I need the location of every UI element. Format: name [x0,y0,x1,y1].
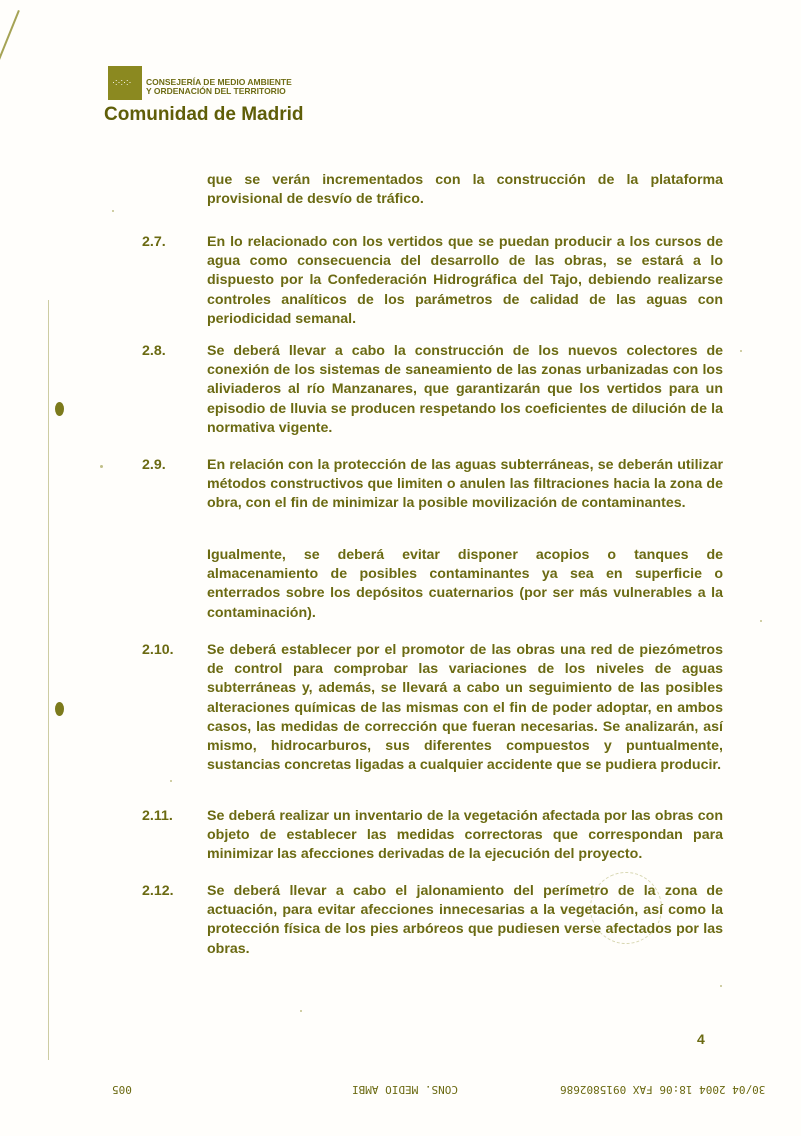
fax-header-left: 30/04 2004 18:06 FAX 0915802686 [560,1083,766,1096]
paragraph-2-7: En lo relacionado con los vertidos que se puedan producir a los cursos de agua como consecuencia del desarrollo de las obras, se estará a lo dispuesto por la Confederación Hidrográfica del Tajo, debiendo realizarse controles analíticos de los parámetros de calidad de las aguas con periodicidad semanal. [207,234,723,327]
scan-speck [300,1010,302,1012]
scan-speck [100,465,103,468]
department-line-1: CONSEJERÍA DE MEDIO AMBIENTE [146,77,292,87]
punch-hole-top [55,402,64,416]
scan-speck [170,780,172,782]
punch-hole-bottom [55,702,64,716]
section-number: 2.7. [142,234,166,250]
page-number: 4 [697,1031,705,1047]
fax-header-middle: CONS. MEDIO AMBI [352,1083,458,1096]
paragraph-2-9: En relación con la protección de las aguas subterráneas, se deberán utilizar métodos constructivos que limiten o anulen las filtraciones hacia la zona de obra, con el fin de minimizar la posible movilización de contaminantes. [207,457,723,512]
paragraph-continuation: que se verán incrementados con la construcción de la plataforma provisional de desvío de tráfico. [207,172,723,208]
fax-page-code: 005 [112,1083,132,1096]
scan-speck [720,985,722,987]
region-name: Comunidad de Madrid [104,104,304,125]
section-number: 2.12. [142,883,174,899]
scan-speck [112,210,114,212]
logo-stars: ·:·:·:· [112,77,132,87]
section-number: 2.11. [142,808,173,824]
paragraph-2-8: Se deberá llevar a cabo la construcción de los nuevos colectores de conexión de los sistemas de saneamiento de las zonas urbanizadas con los aliviaderos al río Manzanares, que garantizarán que los vertidos para un episodio de lluvia se producen respetando los coeficientes de dilución de la normativa vigente. [207,343,723,436]
paragraph-2-10: Se deberá establecer por el promotor de las obras una red de piezómetros de control para comprobar las variaciones de los niveles de aguas subterráneas y, además, se llevará a cabo un seguimiento de las posibles alteraciones químicas de las mismas con el fin de poder adoptar, en ambos casos, las medidas de corrección que fueran necesarias. Se analizarán, así mismo, hidrocarburos, sus diferentes compuestos y puntualmente, sustancias concretas ligadas a cualquier accidente que se pudiera producir. [207,642,723,774]
comunidad-madrid-logo-icon [108,66,142,100]
section-number: 2.10. [142,642,174,658]
section-number: 2.8. [142,343,166,359]
section-number: 2.9. [142,457,166,473]
scan-edge-line [48,300,49,1060]
department-line-2: Y ORDENACIÓN DEL TERRITORIO [146,86,286,96]
paragraph-2-12: Se deberá llevar a cabo el jalonamiento del perímetro de la zona de actuación, para evitar afecciones innecesarias a la vegetación, así como la protección física de los pies arbóreos que pudiesen verse afectados por las obras. [207,883,723,957]
department-name [146,78,292,96]
scan-speck [740,350,742,352]
letterhead [104,66,344,132]
scan-speck [760,620,762,622]
scan-mark [0,10,20,215]
paragraph-2-11: Se deberá realizar un inventario de la vegetación afectada por las obras con objeto de establecer las medidas correctoras que correspondan para minimizar las afecciones derivadas de la ejecución del proyecto. [207,808,723,863]
paragraph-2-9-continued: Igualmente, se deberá evitar disponer acopios o tanques de almacenamiento de posibles contaminantes ya sea en superficie o enterrados sobre los depósitos cuaternarios (por ser más vulnerables a la contaminación). [207,547,723,621]
